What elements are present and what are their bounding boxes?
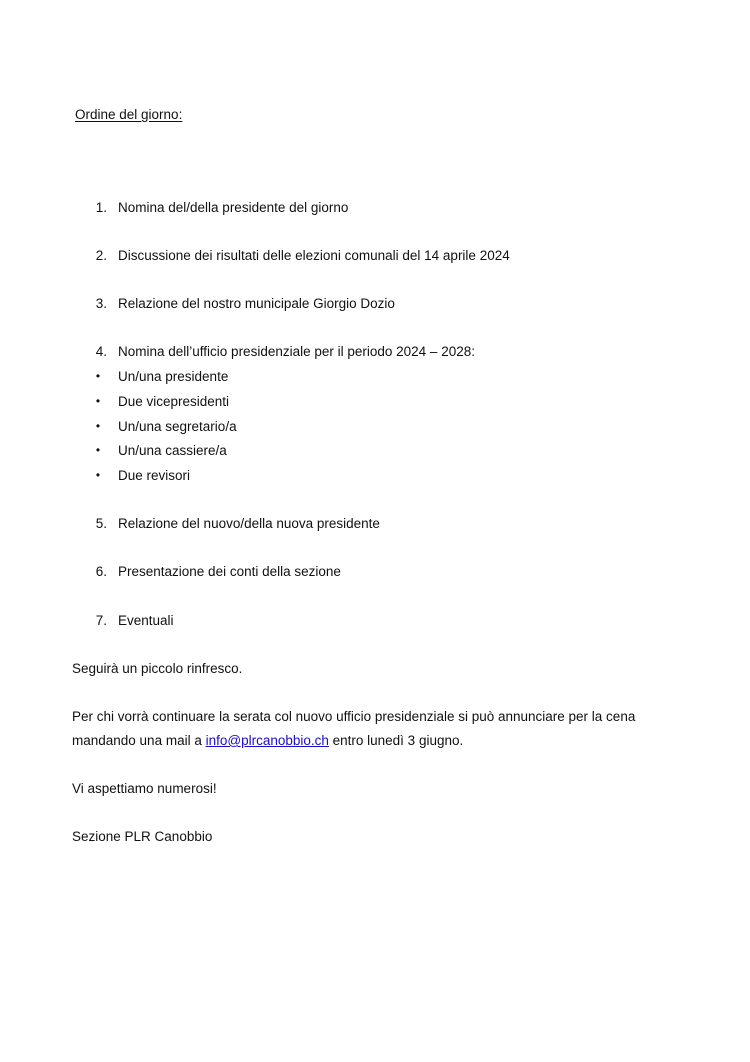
dinner-text-before: Per chi vorrà continuare la serata col nuovo ufficio presidenziale si può annunciare per la cena mandando una mail a [72, 709, 636, 748]
agenda-number: 6. [95, 564, 107, 579]
agenda-text: Nomina dell’ufficio presidenziale per il periodo 2024 – 2028: [118, 344, 475, 359]
agenda-text: Relazione del nuovo/della nuova presidente [118, 516, 380, 531]
refreshment-text: Seguirà un piccolo rinfresco. [72, 661, 243, 676]
agenda-number: 4. [95, 344, 107, 359]
agenda-number: 2. [95, 248, 107, 263]
agenda-heading: Ordine del giorno: [75, 107, 183, 122]
agenda-text: Nomina del/della presidente del giorno [118, 200, 349, 215]
sub-item-text: Un/una presidente [118, 369, 229, 384]
bullet-icon: • [95, 394, 101, 408]
agenda-text: Discussione dei risultati delle elezioni comunali del 14 aprile 2024 [118, 248, 510, 263]
agenda-text: Presentazione dei conti della sezione [118, 564, 341, 579]
agenda-text: Eventuali [118, 613, 174, 628]
signature: Sezione PLR Canobbio [72, 829, 213, 844]
sub-item-text: Un/una segretario/a [118, 419, 237, 434]
bullet-icon: • [95, 369, 101, 383]
bullet-icon: • [95, 468, 101, 482]
agenda-number: 3. [95, 296, 107, 311]
dinner-text-after: entro lunedì 3 giugno. [328, 733, 464, 748]
sub-item-text: Due vicepresidenti [118, 394, 230, 409]
sub-item-text: Un/una cassiere/a [118, 443, 227, 458]
agenda-number: 5. [95, 516, 107, 531]
email-link[interactable]: info@plrcanobbio.ch [205, 733, 329, 748]
bullet-icon: • [95, 443, 101, 457]
agenda-number: 1. [95, 200, 107, 215]
agenda-text: Relazione del nostro municipale Giorgio Dozio [118, 296, 395, 311]
agenda-number: 7. [95, 613, 107, 628]
closing-text: Vi aspettiamo numerosi! [72, 781, 217, 796]
dinner-paragraph [72, 705, 687, 753]
bullet-icon: • [95, 419, 101, 433]
sub-item-text: Due revisori [118, 468, 191, 483]
